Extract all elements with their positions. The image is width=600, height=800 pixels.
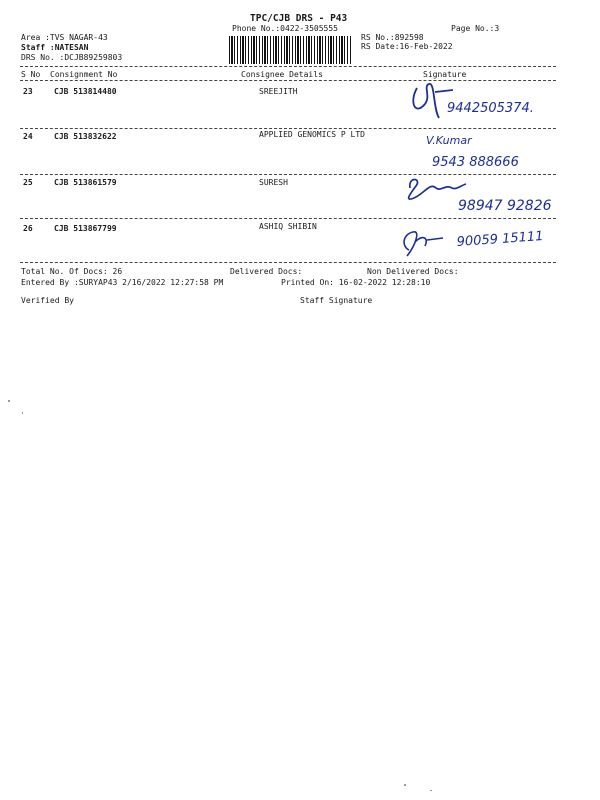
signature-phone-26: 90059 15111 [456,228,544,250]
row-consignment: CJB 513832622 [54,132,117,141]
delivered-docs: Delivered Docs: [230,267,303,276]
non-delivered-docs: Non Delivered Docs: [367,267,459,276]
signature-phone-23: 9442505374. [447,101,534,116]
staff-label: Staff :NATESAN [21,43,89,52]
row-sno: 26 [23,224,33,233]
row-consignee: SURESH [259,178,288,187]
row-consignee: ASHIQ SHIBIN [259,222,317,231]
row-consignee: APPLIED GENOMICS P LTD [259,130,365,139]
row-consignment: CJB 513867799 [54,224,117,233]
row-sno: 23 [23,87,33,96]
divider [20,66,556,67]
signature-row-24 [420,128,570,174]
divider [20,262,556,263]
staff-signature: Staff Signature [300,296,373,305]
area-label: Area :TVS NAGAR-43 [21,33,108,42]
rs-number: RS No.:892598 [361,33,424,42]
signature-row-25 [400,172,570,218]
scan-speck [404,784,406,786]
document-title: TPC/CJB DRS - P43 [250,13,348,24]
signature-row-23 [405,78,575,126]
signature-phone-25: 98947 92826 [458,198,552,214]
scan-speck [430,790,432,791]
signature-row-26 [395,216,570,262]
page-number: Page No.:3 [451,24,500,33]
row-sno: 24 [23,132,33,141]
scan-speck [8,400,10,402]
row-consignment: CJB 513861579 [54,178,117,187]
row-sno: 25 [23,178,33,187]
barcode [229,36,352,64]
entered-by: Entered By :SURYAP43 2/16/2022 12:27:58 PM [21,278,224,287]
column-signature: Signature [423,70,467,79]
row-consignee: SREEJITH [259,87,298,96]
row-consignment: CJB 513814480 [54,87,117,96]
column-consignment: Consignment No [50,70,118,79]
total-docs: Total No. Of Docs: 26 [21,267,123,276]
column-consignee: Consignee Details [241,70,323,79]
phone-number: Phone No.:0422-3505555 [232,24,338,33]
scan-speck [22,412,23,414]
signature-phone-24: 9543 888666 [432,155,519,170]
drs-number: DRS No. :DCJB89259803 [21,53,123,62]
column-sno: S No [21,70,41,79]
printed-on: Printed On: 16-02-2022 12:28:10 [281,278,431,287]
verified-by: Verified By [21,296,74,305]
signature-name-24: V.Kumar [426,134,472,147]
rs-date: RS Date:16-Feb-2022 [361,42,453,51]
